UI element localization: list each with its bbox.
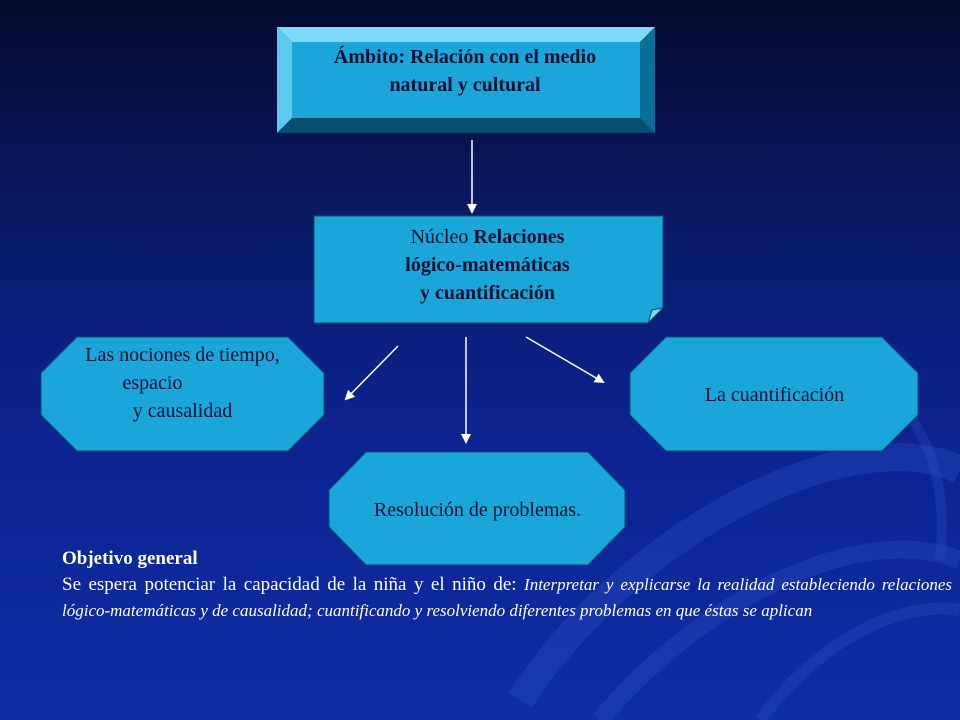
objetivo-section xyxy=(62,546,952,624)
objetivo-body xyxy=(62,572,952,624)
nociones-line3: y causalidad xyxy=(132,400,233,422)
objetivo-italic: Interpretar y explicarse la realidad estableciendo relaciones lógico-matemáticas y de causalidad; cuantificando y resolviendo diferentes problemas en que éstas se aplican xyxy=(62,575,953,620)
ambito-line2: natural y cultural xyxy=(389,74,541,96)
cuantificacion-text: La cuantificación xyxy=(704,384,845,406)
nucleo-line1 xyxy=(411,223,565,251)
nucleo-bold3: y cuantificación xyxy=(420,282,555,304)
nucleo-label xyxy=(315,220,660,310)
objetivo-intro: Se espera potenciar la capacidad de la niña y el niño de: xyxy=(62,574,525,595)
nucleo-bold2: lógico-matemáticas xyxy=(405,254,570,276)
objetivo-title: Objetivo general xyxy=(62,548,198,569)
ambito-label xyxy=(290,36,640,106)
nucleo-bold1: Relaciones xyxy=(473,226,565,248)
arrow-nucleo-to-nociones xyxy=(346,346,398,399)
nociones-label xyxy=(40,338,325,428)
nucleo-prefix: Núcleo xyxy=(410,226,474,248)
nociones-line1: Las nociones de tiempo, xyxy=(85,344,280,366)
cuantificacion-label xyxy=(632,365,917,425)
resolucion-text: Resolución de problemas. xyxy=(373,499,582,521)
arrow-nucleo-to-cuantificacion xyxy=(526,337,603,382)
ambito-line1: Ámbito: Relación con el medio xyxy=(333,46,597,68)
nociones-line2: espacio xyxy=(122,372,183,394)
resolucion-label xyxy=(330,480,625,540)
